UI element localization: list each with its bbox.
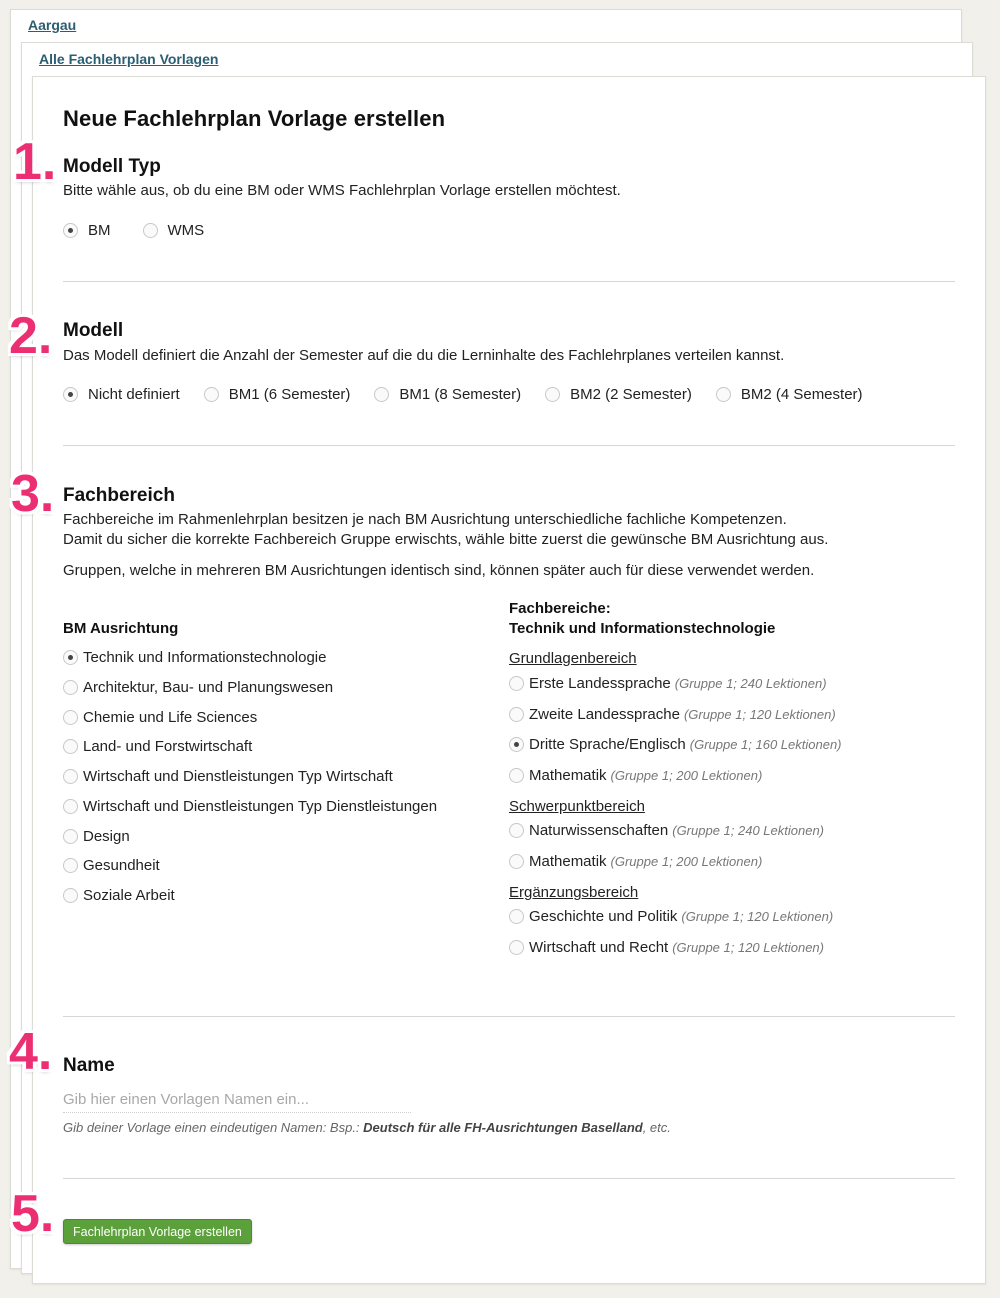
fach-option-hint: (Gruppe 1; 120 Lektionen) (672, 940, 824, 955)
modell-option-bm2-4[interactable] (716, 386, 863, 403)
step-marker-1: 1. (13, 133, 57, 191)
fach-option-mathematik-grundlagen[interactable] (509, 767, 762, 784)
page-title: Neue Fachlehrplan Vorlage erstellen (63, 106, 446, 131)
ausrichtung-option-label: Architektur, Bau- und Planungswesen (83, 679, 334, 696)
step-marker-2: 2. (9, 307, 53, 365)
ausrichtung-option-label: Soziale Arbeit (83, 887, 175, 904)
ausrichtung-option-design[interactable] (63, 828, 130, 845)
fachbereiche-heading-line-1: Fachbereiche: (509, 600, 611, 617)
divider (63, 445, 955, 446)
fach-option-label: Wirtschaft und Recht (529, 939, 669, 956)
radio-checked-icon[interactable] (63, 223, 78, 238)
fach-option-mathematik-schwerpunkt[interactable] (509, 853, 762, 870)
ausrichtung-option-label: Wirtschaft und Dienstleistungen Typ Dienstleistungen (83, 798, 438, 815)
modell-typ-option-wms[interactable] (143, 222, 205, 239)
radio-unchecked-icon[interactable] (509, 676, 524, 691)
radio-unchecked-icon[interactable] (545, 387, 560, 402)
radio-unchecked-icon[interactable] (509, 854, 524, 869)
modell-typ-option-bm[interactable] (63, 222, 111, 239)
radio-checked-icon[interactable] (63, 387, 78, 402)
radio-unchecked-icon[interactable] (63, 680, 78, 695)
radio-checked-icon[interactable] (509, 737, 524, 752)
ausrichtung-option-label: Design (83, 828, 130, 845)
fach-option-dritte-sprache[interactable] (509, 736, 842, 753)
name-help-text (63, 1120, 671, 1135)
modell-typ-option-label: BM (88, 222, 111, 239)
modell-description: Das Modell definiert die Anzahl der Semester auf die du die Lerninhalte des Fachlehrplanes verteilen kannst. (63, 347, 785, 364)
group-label-ergaenzung: Ergänzungsbereich (509, 884, 639, 901)
radio-unchecked-icon[interactable] (509, 940, 524, 955)
fach-option-zweite-landessprache[interactable] (509, 706, 836, 723)
modell-radio-group (63, 386, 863, 403)
ausrichtung-heading: BM Ausrichtung (63, 620, 179, 637)
radio-unchecked-icon[interactable] (374, 387, 389, 402)
fach-option-hint: (Gruppe 1; 120 Lektionen) (681, 909, 834, 924)
fach-option-hint: (Gruppe 1; 240 Lektionen) (674, 676, 827, 691)
step-marker-3: 3. (11, 465, 55, 523)
ausrichtung-option-wirtschaft[interactable] (63, 768, 393, 785)
step-marker-5: 5. (11, 1185, 55, 1243)
fachbereiche-heading (509, 599, 775, 639)
fach-option-label: Mathematik (529, 853, 607, 870)
radio-unchecked-icon[interactable] (509, 823, 524, 838)
breadcrumb-all-templates[interactable]: Alle Fachlehrplan Vorlagen (39, 51, 219, 67)
ausrichtung-option-architektur[interactable] (63, 679, 333, 696)
breadcrumb-aargau[interactable]: Aargau (28, 17, 77, 33)
radio-checked-icon[interactable] (63, 650, 78, 665)
fach-option-erste-landessprache[interactable] (509, 675, 827, 692)
fach-option-label: Geschichte und Politik (529, 908, 678, 925)
ausrichtung-option-dienstleistungen[interactable] (63, 798, 437, 815)
modell-option-nicht-definiert[interactable] (63, 386, 180, 403)
radio-unchecked-icon[interactable] (63, 710, 78, 725)
divider (63, 1178, 955, 1179)
create-template-button[interactable]: Fachlehrplan Vorlage erstellen (63, 1219, 252, 1244)
radio-unchecked-icon[interactable] (716, 387, 731, 402)
radio-unchecked-icon[interactable] (204, 387, 219, 402)
ausrichtung-option-land-forst[interactable] (63, 738, 252, 755)
group-label-grundlagen: Grundlagenbereich (509, 650, 637, 667)
ausrichtung-option-technik[interactable] (63, 649, 327, 666)
radio-unchecked-icon[interactable] (63, 739, 78, 754)
modell-option-bm1-6[interactable] (204, 386, 351, 403)
fach-option-label: Erste Landessprache (529, 675, 671, 692)
fach-option-hint: (Gruppe 1; 200 Lektionen) (610, 854, 763, 869)
fach-option-hint: (Gruppe 1; 240 Lektionen) (672, 823, 825, 838)
fach-option-hint: (Gruppe 1; 160 Lektionen) (689, 737, 842, 752)
modell-option-label: Nicht definiert (88, 386, 180, 403)
radio-unchecked-icon[interactable] (509, 707, 524, 722)
fach-option-label: Mathematik (529, 767, 607, 784)
fach-option-label: Dritte Sprache/Englisch (529, 736, 686, 753)
fach-option-hint: (Gruppe 1; 200 Lektionen) (610, 768, 763, 783)
fach-option-naturwissenschaften[interactable] (509, 822, 824, 839)
ausrichtung-option-soziale-arbeit[interactable] (63, 887, 175, 904)
name-title: Name (63, 1055, 115, 1076)
fach-option-label: Naturwissenschaften (529, 822, 669, 839)
radio-unchecked-icon[interactable] (143, 223, 158, 238)
ausrichtung-option-label: Technik und Informationstechnologie (83, 649, 327, 666)
modell-option-bm1-8[interactable] (374, 386, 521, 403)
fachbereich-description-1: Fachbereiche im Rahmenlehrplan besitzen je nach BM Ausrichtung unterschiedliche fachliche Kompetenzen. (63, 511, 787, 528)
divider (63, 281, 955, 282)
radio-unchecked-icon[interactable] (63, 858, 78, 873)
group-label-schwerpunkt: Schwerpunktbereich (509, 798, 645, 815)
modell-option-label: BM1 (6 Semester) (228, 386, 351, 403)
divider (63, 1016, 955, 1017)
fachbereich-description-3: Gruppen, welche in mehreren BM Ausrichtungen identisch sind, können später auch für diese verwendet werden. (63, 562, 815, 579)
modell-typ-description: Bitte wähle aus, ob du eine BM oder WMS Fachlehrplan Vorlage erstellen möchtest. (63, 182, 621, 199)
ausrichtung-option-chemie[interactable] (63, 709, 257, 726)
fach-option-geschichte-politik[interactable] (509, 908, 833, 925)
name-help-prefix: Gib deiner Vorlage einen eindeutigen Namen: Bsp.: (63, 1120, 364, 1135)
modell-option-label: BM2 (2 Semester) (570, 386, 692, 403)
modell-typ-option-label: WMS (167, 222, 205, 239)
fachbereich-description-2: Damit du sicher die korrekte Fachbereich Gruppe erwischts, wähle bitte zuerst die gewünsche BM Ausrichtung aus. (63, 531, 829, 548)
ausrichtung-option-gesundheit[interactable] (63, 857, 160, 874)
name-help-example: Deutsch für alle FH-Ausrichtungen Baselland (363, 1120, 643, 1135)
radio-unchecked-icon[interactable] (509, 909, 524, 924)
fach-option-label: Zweite Landessprache (529, 706, 680, 723)
modell-title: Modell (63, 320, 124, 341)
name-help-suffix: , etc. (642, 1120, 671, 1135)
modell-option-label: BM1 (8 Semester) (399, 386, 522, 403)
step-marker-4: 4. (9, 1023, 53, 1081)
fach-option-wirtschaft-recht[interactable] (509, 939, 824, 956)
ausrichtung-option-label: Gesundheit (83, 857, 160, 874)
radio-unchecked-icon[interactable] (509, 768, 524, 783)
fachbereiche-heading-line-2: Technik und Informationstechnologie (509, 620, 776, 637)
radio-unchecked-icon[interactable] (63, 769, 78, 784)
ausrichtung-option-label: Wirtschaft und Dienstleistungen Typ Wirtschaft (83, 768, 393, 785)
fach-option-hint: (Gruppe 1; 120 Lektionen) (683, 707, 836, 722)
modell-option-bm2-2[interactable] (545, 386, 692, 403)
radio-unchecked-icon[interactable] (63, 799, 78, 814)
modell-typ-radio-group (63, 222, 204, 239)
ausrichtung-option-label: Chemie und Life Sciences (83, 709, 258, 726)
modell-option-label: BM2 (4 Semester) (740, 386, 863, 403)
radio-unchecked-icon[interactable] (63, 888, 78, 903)
radio-unchecked-icon[interactable] (63, 829, 78, 844)
fachbereich-title: Fachbereich (63, 485, 175, 506)
ausrichtung-option-label: Land- und Forstwirtschaft (83, 738, 253, 755)
modell-typ-title: Modell Typ (63, 156, 161, 177)
vorlage-name-input[interactable] (63, 1086, 411, 1113)
